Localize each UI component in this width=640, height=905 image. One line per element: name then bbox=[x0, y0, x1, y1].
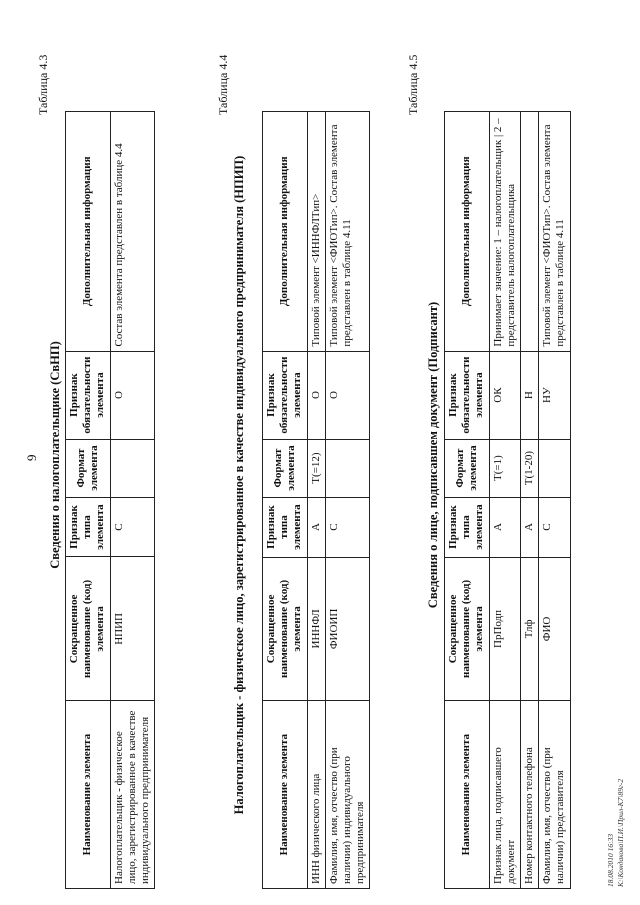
header-type: Признак типа элемента bbox=[263, 497, 308, 557]
cell-required: НУ bbox=[539, 351, 570, 439]
cell-format: T(=1) bbox=[489, 439, 520, 497]
cell-type: А bbox=[520, 497, 538, 557]
cell-code: ФИОИП bbox=[325, 557, 370, 701]
table-header-row bbox=[263, 112, 308, 889]
cell-format bbox=[110, 439, 155, 497]
table-header-row bbox=[445, 112, 490, 889]
cell-type: А bbox=[307, 497, 325, 557]
cell-info bbox=[520, 112, 538, 352]
cell-required: О bbox=[110, 351, 155, 439]
footer-stamp bbox=[606, 779, 626, 887]
cell-type: С bbox=[110, 497, 155, 557]
cell-name: ИНН физического лица bbox=[307, 701, 325, 889]
cell-code: ПрПодп bbox=[489, 557, 520, 701]
cell-info: Типовой элемент <ФИОТип>. Состав элемента представлен в таблице 4.11 bbox=[539, 112, 570, 352]
table-label-4-5: Таблица 4.5 bbox=[406, 54, 420, 115]
cell-name: Номер контактного телефона bbox=[520, 701, 538, 889]
header-name: Наименование элемента bbox=[263, 701, 308, 889]
header-required: Признак обязательности элемента bbox=[263, 351, 308, 439]
header-name: Наименование элемента bbox=[66, 701, 111, 889]
table-row bbox=[307, 112, 325, 889]
header-format: Формат элемента bbox=[66, 439, 111, 497]
table-row bbox=[110, 112, 155, 889]
header-info: Дополнительная информация bbox=[263, 112, 308, 352]
header-name: Наименование элемента bbox=[445, 701, 490, 889]
cell-code: ИННФЛ bbox=[307, 557, 325, 701]
cell-format: T(1-20) bbox=[520, 439, 538, 497]
table-title-4-3: Сведения о налогоплательщике (СвНП) bbox=[48, 341, 62, 569]
table-4-3 bbox=[65, 111, 155, 889]
cell-code: Тлф bbox=[520, 557, 538, 701]
cell-format: T(=12) bbox=[307, 439, 325, 497]
header-code: Сокращенное наименование (код) элемента bbox=[263, 557, 308, 701]
table-label-4-3: Таблица 4.3 bbox=[36, 54, 50, 115]
page-number: 9 bbox=[24, 454, 39, 461]
cell-format bbox=[325, 439, 370, 497]
cell-info: Типовой элемент <ИННФЛТип> bbox=[307, 112, 325, 352]
cell-required: Н bbox=[520, 351, 538, 439]
table-title-4-4: Налогоплательщик - физическое лицо, зарегистрированное в качестве индивидуального предпринимателя (НПИП) bbox=[232, 155, 246, 815]
table-row bbox=[325, 112, 370, 889]
cell-info: Состав элемента представлен в таблице 4.4 bbox=[110, 112, 155, 352]
header-code: Сокращенное наименование (код) элемента bbox=[445, 557, 490, 701]
header-type: Признак типа элемента bbox=[66, 497, 111, 557]
header-info: Дополнительная информация bbox=[445, 112, 490, 352]
cell-type: С bbox=[539, 497, 570, 557]
cell-required: О bbox=[307, 351, 325, 439]
footer-path: К:\Кондакова\П.И.\Прил-К7\89г-2 bbox=[615, 778, 625, 887]
header-format: Формат элемента bbox=[445, 439, 490, 497]
table-row bbox=[489, 112, 520, 889]
cell-name: Налогоплательщик - физическое лицо, зарегистрированное в качестве индивидуального предпринимателя bbox=[110, 701, 155, 889]
table-title-4-5: Сведения о лице, подписавшем документ (Подписант) bbox=[426, 301, 440, 609]
cell-info: Типовой элемент <ФИОТип>. Состав элемента представлен в таблице 4.11 bbox=[325, 112, 370, 352]
table-header-row bbox=[66, 112, 111, 889]
cell-code: ФИО bbox=[539, 557, 570, 701]
cell-required: О bbox=[325, 351, 370, 439]
cell-name: Фамилия, имя, отчество (при наличии) представителя bbox=[539, 701, 570, 889]
cell-type: С bbox=[325, 497, 370, 557]
table-4-5 bbox=[444, 111, 571, 889]
table-4-4 bbox=[262, 111, 370, 889]
header-info: Дополнительная информация bbox=[66, 112, 111, 352]
header-required: Признак обязательности элемента bbox=[66, 351, 111, 439]
cell-code: НПИП bbox=[110, 557, 155, 701]
table-row bbox=[520, 112, 538, 889]
header-format: Формат элемента bbox=[263, 439, 308, 497]
header-type: Признак типа элемента bbox=[445, 497, 490, 557]
table-row bbox=[539, 112, 570, 889]
table-label-4-4: Таблица 4.4 bbox=[216, 54, 230, 115]
header-code: Сокращенное наименование (код) элемента bbox=[66, 557, 111, 701]
cell-format bbox=[539, 439, 570, 497]
cell-name: Признак лица, подписавшего документ bbox=[489, 701, 520, 889]
cell-name: Фамилия, имя, отчество (при наличии) индивидуального предпринимателя bbox=[325, 701, 370, 889]
cell-required: ОК bbox=[489, 351, 520, 439]
header-required: Признак обязательности элемента bbox=[445, 351, 490, 439]
cell-info: Принимает значение: 1 – налогоплательщик | 2 – представитель налогоплательщика bbox=[489, 112, 520, 352]
cell-type: А bbox=[489, 497, 520, 557]
footer-date: 18.08.2010 16:33 bbox=[606, 833, 615, 887]
